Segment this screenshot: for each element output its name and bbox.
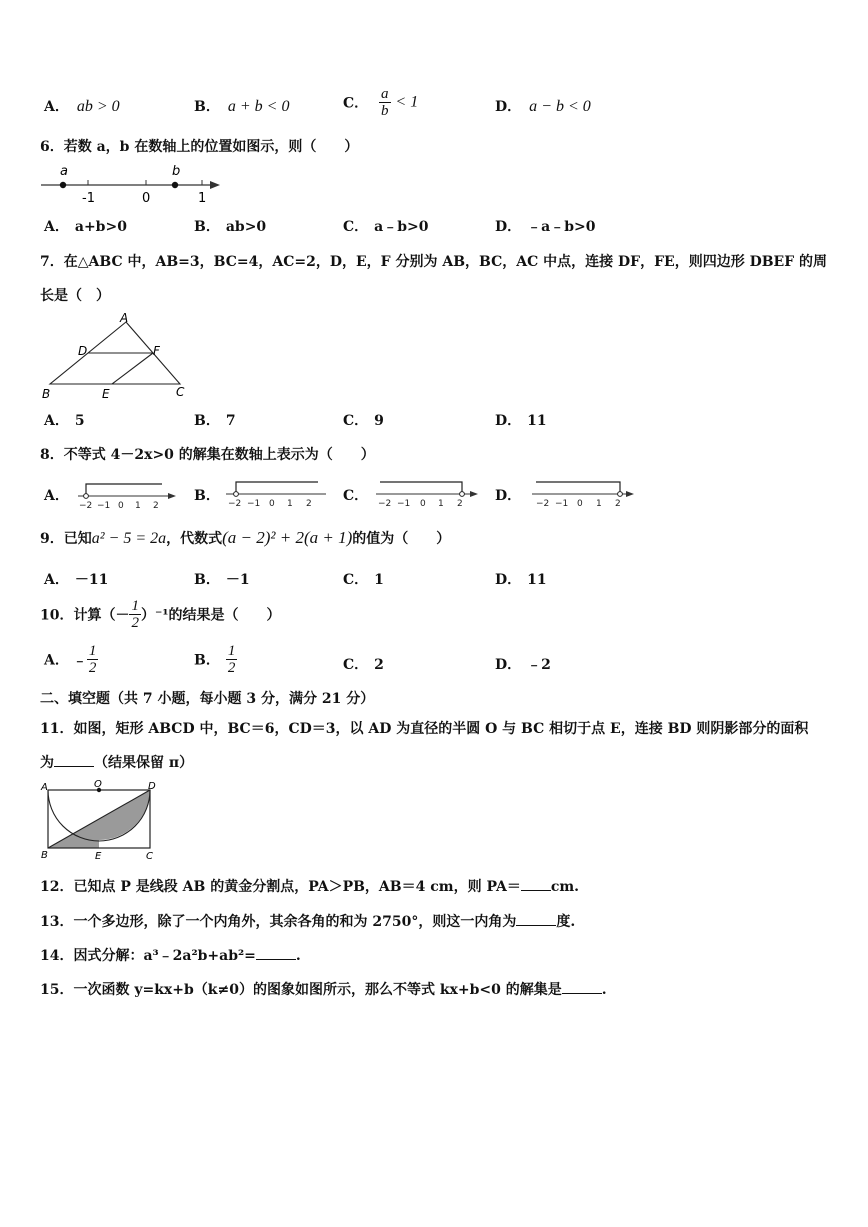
q8-option-b-number-line (222, 476, 332, 510)
svg-text:2: 2 (306, 499, 312, 509)
svg-text:2: 2 (615, 499, 621, 509)
q7-option-d: D． 11 (495, 413, 547, 429)
svg-text:B: B (42, 387, 51, 401)
q6-option-c: C． a﹣b>0 (343, 219, 429, 235)
svg-text:0: 0 (269, 499, 275, 509)
q9-expression: (a − 2)² + 2(a + 1) (222, 528, 353, 547)
svg-text:C: C (146, 851, 153, 862)
q11-stem-line2: 为 （结果保留 π） (40, 755, 194, 771)
svg-text:−2: −2 (79, 501, 93, 510)
q8-option-a-letter: A． (44, 488, 69, 504)
q6-label-zero: 0 (142, 191, 151, 206)
svg-text:D: D (78, 344, 88, 358)
q7-triangle-figure (40, 310, 200, 402)
q8-option-d-letter: D． (495, 488, 522, 504)
q10-option-a: A． ﹣ $\frac{1}{2}$ (44, 643, 97, 676)
q11-rectangle-figure (38, 778, 168, 864)
q5-option-b: B． a + b < 0 (194, 98, 290, 115)
svg-text:−2: −2 (536, 499, 550, 509)
q6-option-b: B． ab>0 (194, 219, 267, 235)
svg-text:B: B (41, 850, 48, 861)
q7-stem-line1: 7．在△ABC 中，AB=3，BC=4，AC=2，D，E，F 分别为 AB，BC，AC 中点，连接 DF，FE，则四边形 DBEF 的周 (40, 254, 828, 270)
q8-stem: 8．不等式 4－2x>0 的解集在数轴上表示为（ ） (40, 447, 375, 463)
q6-number-line (38, 160, 228, 206)
svg-text:2: 2 (153, 501, 159, 510)
svg-text:D: D (148, 781, 156, 792)
q10-option-d: D． ﹣2 (495, 657, 551, 673)
q8-option-a-number-line (70, 478, 180, 510)
q6-option-d: D． ﹣a﹣b>0 (495, 219, 596, 235)
q12-answer-blank[interactable] (521, 878, 551, 891)
q6-label-a: a (60, 164, 68, 179)
q9-condition: a² − 5 = 2a (91, 530, 167, 547)
svg-text:A: A (120, 311, 129, 325)
q9-option-c: C． 1 (343, 572, 384, 588)
svg-text:1: 1 (596, 499, 602, 509)
q12-stem: 12．已知点 P 是线段 AB 的黄金分割点，PA＞PB，AB＝4 cm，则 PA＝ cm. (40, 879, 580, 895)
q9-option-b: B． －1 (194, 572, 250, 588)
svg-text:1: 1 (438, 499, 444, 509)
svg-text:F: F (153, 344, 160, 358)
svg-text:−1: −1 (97, 501, 111, 510)
q10-stem: 10．计算（－ $\frac{1}{2}$ ）⁻¹的结果是（ ） (40, 598, 281, 631)
q5-option-a: A． ab > 0 (44, 98, 120, 115)
svg-text:−2: −2 (228, 499, 242, 509)
q6-label-b: b (172, 164, 181, 179)
svg-text:0: 0 (577, 499, 583, 509)
q7-option-a: A． 5 (44, 413, 85, 429)
svg-text:E: E (102, 387, 110, 401)
q7-option-b: B． 7 (194, 413, 236, 429)
svg-text:−1: −1 (397, 499, 411, 509)
q11-stem-line1: 11．如图，矩形 ABCD 中，BC＝6，CD＝3，以 AD 为直径的半圆 O 与 BC 相切于点 E，连接 BD 则阴影部分的面积 (40, 721, 809, 737)
section-title-fill-in: 二、填空题（共 7 小题，每小题 3 分，满分 21 分） (40, 691, 375, 707)
q11-answer-blank[interactable] (54, 754, 94, 767)
svg-text:2: 2 (457, 499, 463, 509)
q7-stem-line2: 长是（ ） (40, 288, 110, 304)
q6-option-a: A． a+b>0 (44, 219, 127, 235)
svg-text:A: A (41, 782, 48, 793)
svg-text:0: 0 (118, 501, 124, 510)
q5-option-d: D． a − b < 0 (495, 98, 591, 115)
svg-text:E: E (95, 851, 102, 862)
svg-text:1: 1 (135, 501, 141, 510)
q15-stem: 15．一次函数 y=kx+b（k≠0）的图象如图所示，那么不等式 kx+b<0 的解集是 . (40, 982, 607, 998)
q10-option-b: B． $\frac{1}{2}$ (194, 643, 236, 676)
svg-text:−1: −1 (555, 499, 569, 509)
q13-answer-blank[interactable] (516, 913, 556, 926)
q13-stem: 13．一个多边形，除了一个内角外，其余各角的和为 2750°，则这一内角为 度. (40, 914, 576, 930)
q14-answer-blank[interactable] (256, 947, 296, 960)
q8-option-c-number-line (372, 476, 482, 510)
svg-text:−1: −1 (247, 499, 261, 509)
q8-option-c-letter: C． (343, 488, 369, 504)
q6-stem: 6．若数 a，b 在数轴上的位置如图示，则（ ） (40, 139, 359, 155)
q5-option-c: C． $\frac{a}{b}$ < 1 (343, 86, 419, 119)
q15-answer-blank[interactable] (562, 981, 602, 994)
svg-text:C: C (176, 385, 185, 399)
q9-stem: 9．已知a² − 5 = 2a，代数式(a − 2)² + 2(a + 1)的值为（ ） (40, 528, 451, 547)
q7-option-c: C． 9 (343, 413, 384, 429)
q6-label-minus-one: -1 (82, 191, 95, 206)
q9-option-d: D． 11 (495, 572, 547, 588)
svg-text:−2: −2 (378, 499, 392, 509)
q8-option-b-letter: B． (194, 488, 220, 504)
q6-label-one: 1 (198, 191, 207, 206)
q10-option-c: C． 2 (343, 657, 384, 673)
svg-text:1: 1 (287, 499, 293, 509)
q8-option-d-number-line (528, 476, 640, 510)
q14-stem: 14．因式分解：a³﹣2a²b+ab²= . (40, 948, 301, 964)
q9-option-a: A． －11 (44, 572, 109, 588)
svg-text:0: 0 (420, 499, 426, 509)
svg-text:O: O (94, 779, 102, 790)
